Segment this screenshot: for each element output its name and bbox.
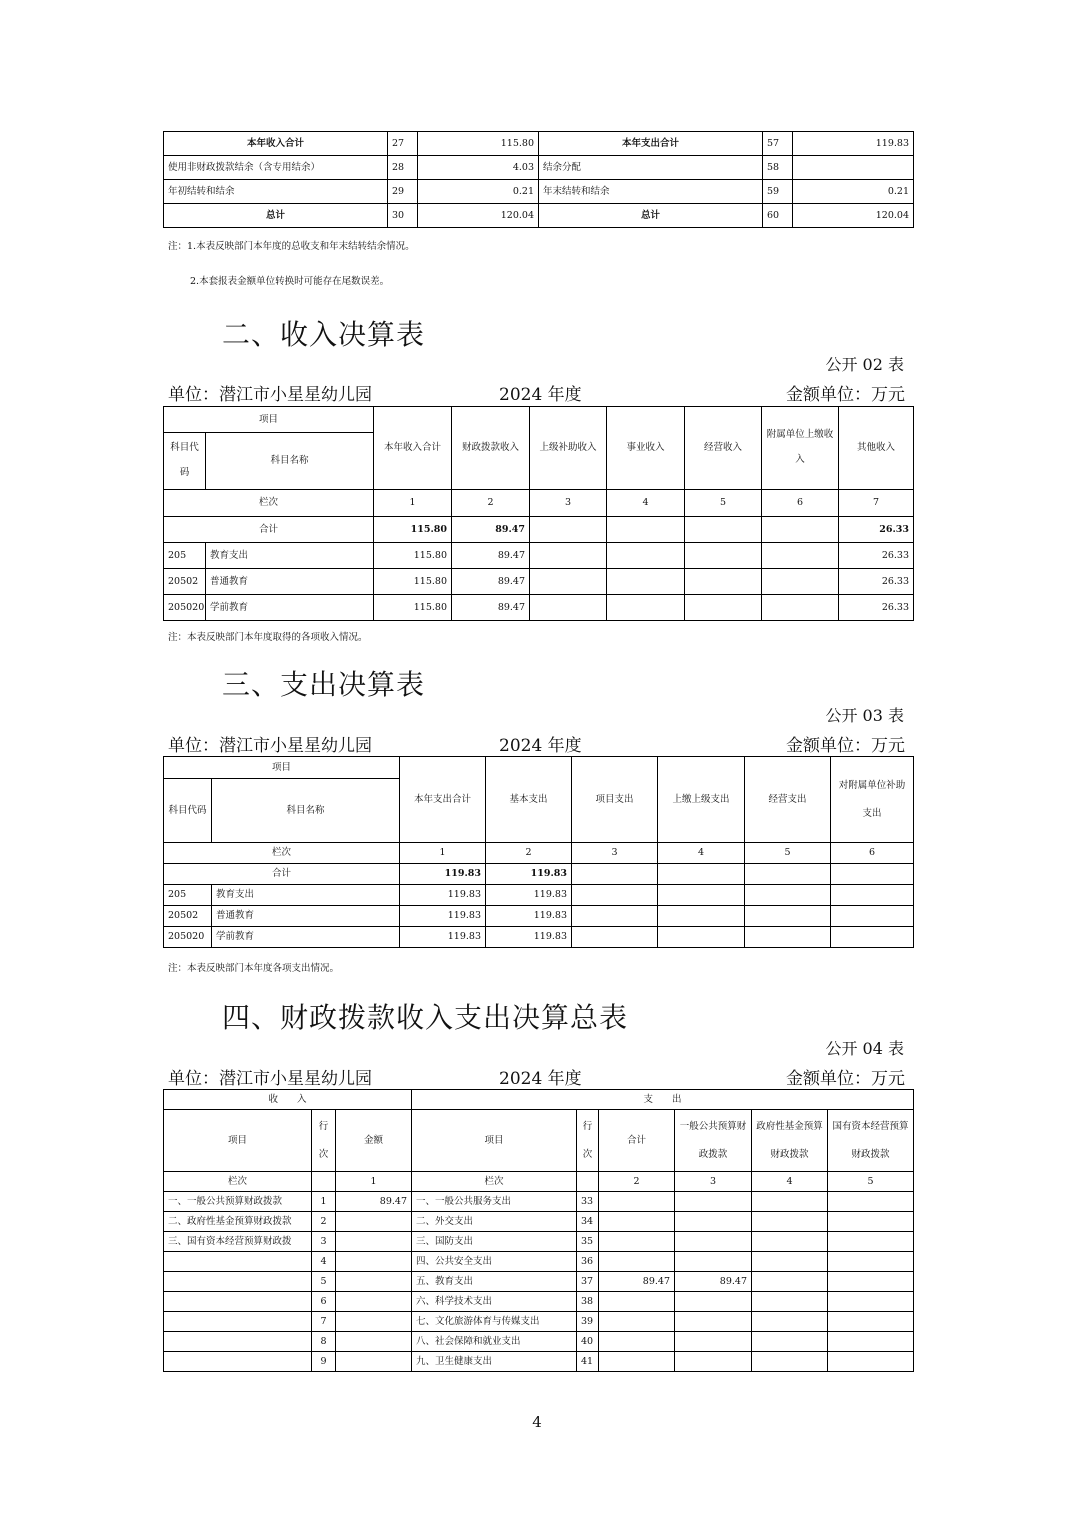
- cell: [675, 1212, 752, 1232]
- cell: 115.80: [374, 517, 452, 543]
- col-num: 4: [752, 1172, 828, 1192]
- lanci-label: 栏次: [164, 490, 374, 517]
- cell: [572, 906, 658, 927]
- cell: 总计: [539, 204, 763, 228]
- cell: 36: [577, 1252, 599, 1272]
- cell: 教育支出: [206, 543, 374, 569]
- col-header: 财政拨款收入: [452, 407, 530, 490]
- lanci-label: 栏次: [412, 1172, 577, 1192]
- cell: [530, 595, 607, 621]
- cell: [685, 595, 762, 621]
- income-header: 收 入: [164, 1090, 412, 1110]
- table-row: [164, 1332, 914, 1352]
- cell: [752, 1312, 828, 1332]
- cell: [828, 1332, 914, 1352]
- cell: 115.80: [374, 543, 452, 569]
- col-header: 政府性基金预算财政拨款: [752, 1110, 828, 1172]
- table-row: [164, 517, 914, 543]
- table-row: [164, 1232, 914, 1252]
- cell: 教育支出: [212, 885, 400, 906]
- table-row: [164, 1272, 914, 1292]
- cell: [752, 1292, 828, 1312]
- cell: 九、卫生健康支出: [412, 1352, 577, 1372]
- cell: 60: [763, 204, 793, 228]
- cell: 115.80: [418, 132, 539, 156]
- col-header: 上缴上级支出: [658, 757, 745, 843]
- total-label: 合计: [164, 517, 374, 543]
- col-num: 1: [336, 1172, 412, 1192]
- cell: 59: [763, 180, 793, 204]
- cell: [336, 1272, 412, 1292]
- table-row: [164, 1312, 914, 1332]
- summary-table: [163, 131, 914, 228]
- cell: 57: [763, 132, 793, 156]
- note: 注：本表反映部门本年度取得的各项收入情况。: [168, 632, 368, 643]
- cell: 四、公共安全支出: [412, 1252, 577, 1272]
- cell: 使用非财政拨款结余（含专用结余）: [164, 156, 388, 180]
- cell: [164, 1252, 312, 1272]
- table-row: [164, 595, 914, 621]
- header-code: 科目代码: [164, 433, 206, 490]
- table-row: [164, 569, 914, 595]
- col-num: 4: [658, 843, 745, 864]
- cell: 0.21: [418, 180, 539, 204]
- cell: 5: [312, 1272, 336, 1292]
- cell: 41: [577, 1352, 599, 1372]
- cell: [599, 1232, 675, 1252]
- cell: 30: [388, 204, 418, 228]
- cell: 89.47: [336, 1192, 412, 1212]
- table-row: [164, 1292, 914, 1312]
- page-number: 4: [532, 1413, 542, 1431]
- cell: 119.83: [486, 885, 572, 906]
- lanci-label: 栏次: [164, 843, 400, 864]
- cell: [828, 1232, 914, 1252]
- col-header: 一般公共预算财政拨款: [675, 1110, 752, 1172]
- col-num: 1: [400, 843, 486, 864]
- col-num: 1: [374, 490, 452, 517]
- cell: 38: [577, 1292, 599, 1312]
- cell: [164, 1312, 312, 1332]
- cell: [828, 1192, 914, 1212]
- cell: [607, 595, 685, 621]
- col-num: 3: [675, 1172, 752, 1192]
- cell: [336, 1232, 412, 1252]
- table-row: [164, 204, 914, 228]
- cell: [831, 885, 914, 906]
- section-title: 三、支出决算表: [222, 668, 426, 701]
- cell: 8: [312, 1332, 336, 1352]
- cell: 39: [577, 1312, 599, 1332]
- cell: 119.83: [486, 864, 572, 885]
- income-table: [163, 406, 914, 621]
- cell: 89.47: [675, 1272, 752, 1292]
- cell: 4.03: [418, 156, 539, 180]
- sheet-number: 公开 04 表: [825, 1039, 904, 1058]
- table-row: [164, 885, 914, 906]
- cell: 205020: [164, 595, 206, 621]
- cell: [752, 1212, 828, 1232]
- cell: [599, 1312, 675, 1332]
- header-amount: 金额: [336, 1110, 412, 1172]
- cell: [831, 906, 914, 927]
- cell: [336, 1292, 412, 1312]
- cell: [828, 1292, 914, 1312]
- table-row: [164, 1192, 914, 1212]
- cell: [607, 517, 685, 543]
- cell: 205: [164, 885, 212, 906]
- table-row: [164, 1252, 914, 1272]
- cell: 37: [577, 1272, 599, 1292]
- cell: 27: [388, 132, 418, 156]
- cell: 学前教育: [206, 595, 374, 621]
- col-header: 本年收入合计: [374, 407, 452, 490]
- cell: 34: [577, 1212, 599, 1232]
- col-num: 2: [452, 490, 530, 517]
- cell: [675, 1332, 752, 1352]
- header-item: 项目: [412, 1110, 577, 1172]
- cell: 年初结转和结余: [164, 180, 388, 204]
- cell: [745, 906, 831, 927]
- col-num: 7: [839, 490, 914, 517]
- year-label: 2024 年度: [499, 385, 582, 405]
- cell: 9: [312, 1352, 336, 1372]
- cell: 七、文化旅游体育与传媒支出: [412, 1312, 577, 1332]
- col-num: 5: [828, 1172, 914, 1192]
- cell: [685, 543, 762, 569]
- sheet-number: 公开 03 表: [825, 706, 904, 725]
- col-header: 本年支出合计: [400, 757, 486, 843]
- cell: 1: [312, 1192, 336, 1212]
- money-unit-label: 金额单位：万元: [786, 1069, 905, 1089]
- cell: [530, 543, 607, 569]
- fiscal-summary-table: [163, 1089, 914, 1372]
- cell: 89.47: [452, 543, 530, 569]
- col-header: 其他收入: [839, 407, 914, 490]
- cell: 119.83: [486, 927, 572, 948]
- cell: 20502: [164, 906, 212, 927]
- cell: [762, 569, 839, 595]
- cell: [752, 1232, 828, 1252]
- cell: [658, 885, 745, 906]
- cell: 20502: [164, 569, 206, 595]
- cell: [828, 1252, 914, 1272]
- col-num: 6: [831, 843, 914, 864]
- cell: 119.83: [486, 906, 572, 927]
- note: 2.本套报表金额单位转换时可能存在尾数误差。: [190, 276, 390, 287]
- cell: 35: [577, 1232, 599, 1252]
- cell: 58: [763, 156, 793, 180]
- cell: [828, 1352, 914, 1372]
- cell: 119.83: [400, 864, 486, 885]
- year-label: 2024 年度: [499, 736, 582, 756]
- cell: 119.83: [400, 885, 486, 906]
- header-row-no: 行次: [312, 1110, 336, 1172]
- cell: 2: [312, 1212, 336, 1232]
- cell: 115.80: [374, 595, 452, 621]
- cell: 普通教育: [212, 906, 400, 927]
- cell: [336, 1332, 412, 1352]
- col-header: 附属单位上缴收入: [762, 407, 839, 490]
- cell: [745, 927, 831, 948]
- cell: 3: [312, 1232, 336, 1252]
- table-row: [164, 180, 914, 204]
- cell: [828, 1272, 914, 1292]
- money-unit-label: 金额单位：万元: [786, 385, 905, 405]
- cell: [164, 1332, 312, 1352]
- meta-line: [168, 380, 905, 405]
- cell: [599, 1212, 675, 1232]
- table-row: [164, 132, 914, 156]
- col-header: 经营收入: [685, 407, 762, 490]
- cell: 六、科学技术支出: [412, 1292, 577, 1312]
- cell: [599, 1192, 675, 1212]
- cell: [599, 1252, 675, 1272]
- cell: [164, 1352, 312, 1372]
- cell: [793, 156, 914, 180]
- table-row: [164, 1212, 914, 1232]
- cell: [831, 864, 914, 885]
- cell: [572, 885, 658, 906]
- cell: 五、教育支出: [412, 1272, 577, 1292]
- cell: 205: [164, 543, 206, 569]
- cell: 总计: [164, 204, 388, 228]
- cell: 6: [312, 1292, 336, 1312]
- cell: 26.33: [839, 595, 914, 621]
- col-num: 6: [762, 490, 839, 517]
- cell: [336, 1352, 412, 1372]
- year-label: 2024 年度: [499, 1069, 582, 1089]
- cell: 二、政府性基金预算财政拨款: [164, 1212, 312, 1232]
- cell: 三、国防支出: [412, 1232, 577, 1252]
- col-header: 对附属单位补助支出: [831, 757, 914, 843]
- header-item: 项目: [164, 407, 374, 433]
- cell: [312, 1172, 336, 1192]
- table-row: [164, 864, 914, 885]
- cell: 26.33: [839, 569, 914, 595]
- cell: 40: [577, 1332, 599, 1352]
- col-header: 项目支出: [572, 757, 658, 843]
- cell: 89.47: [599, 1272, 675, 1292]
- cell: 26.33: [839, 517, 914, 543]
- cell: [685, 517, 762, 543]
- cell: [745, 864, 831, 885]
- cell: 33: [577, 1192, 599, 1212]
- cell: [762, 517, 839, 543]
- cell: 7: [312, 1312, 336, 1332]
- cell: [752, 1192, 828, 1212]
- cell: [762, 595, 839, 621]
- money-unit-label: 金额单位：万元: [786, 736, 905, 756]
- cell: [745, 885, 831, 906]
- cell: 29: [388, 180, 418, 204]
- cell: [164, 1292, 312, 1312]
- cell: [336, 1212, 412, 1232]
- header-row-no: 行次: [577, 1110, 599, 1172]
- cell: [752, 1332, 828, 1352]
- cell: 120.04: [418, 204, 539, 228]
- cell: [675, 1252, 752, 1272]
- cell: 115.80: [374, 569, 452, 595]
- cell: [658, 864, 745, 885]
- unit-label: 单位：潜江市小星星幼儿园: [168, 1069, 372, 1089]
- note: 注：1.本表反映部门本年度的总收支和年末结转结余情况。: [168, 241, 415, 252]
- header-item: 项目: [164, 757, 400, 779]
- sheet-number: 公开 02 表: [825, 355, 904, 374]
- section-title: 二、收入决算表: [222, 318, 426, 351]
- cell: 120.04: [793, 204, 914, 228]
- cell: [752, 1272, 828, 1292]
- cell: [577, 1172, 599, 1192]
- table-row: [164, 927, 914, 948]
- unit-label: 单位：潜江市小星星幼儿园: [168, 385, 372, 405]
- cell: [752, 1352, 828, 1372]
- cell: [530, 569, 607, 595]
- meta-line: [168, 731, 905, 756]
- col-num: 2: [486, 843, 572, 864]
- meta-line: [168, 1064, 905, 1089]
- cell: [675, 1312, 752, 1332]
- unit-label: 单位：潜江市小星星幼儿园: [168, 736, 372, 756]
- cell: [572, 927, 658, 948]
- col-header: 事业收入: [607, 407, 685, 490]
- cell: [675, 1352, 752, 1372]
- cell: 本年收入合计: [164, 132, 388, 156]
- table-row: [164, 1352, 914, 1372]
- cell: [658, 906, 745, 927]
- col-header: 国有资本经营预算财政拨款: [828, 1110, 914, 1172]
- cell: 普通教育: [206, 569, 374, 595]
- col-num: 4: [607, 490, 685, 517]
- col-num: 3: [530, 490, 607, 517]
- cell: [752, 1252, 828, 1272]
- cell: [685, 569, 762, 595]
- cell: [599, 1292, 675, 1312]
- col-num: 5: [685, 490, 762, 517]
- cell: [607, 543, 685, 569]
- expense-table: [163, 756, 914, 948]
- col-num: 2: [599, 1172, 675, 1192]
- cell: 一、一般公共服务支出: [412, 1192, 577, 1212]
- cell: [675, 1192, 752, 1212]
- cell: 119.83: [400, 927, 486, 948]
- cell: [607, 569, 685, 595]
- cell: 年末结转和结余: [539, 180, 763, 204]
- cell: [675, 1232, 752, 1252]
- col-header: 基本支出: [486, 757, 572, 843]
- header-name: 科目名称: [206, 433, 374, 490]
- table-row: [164, 906, 914, 927]
- cell: 205020: [164, 927, 212, 948]
- cell: 4: [312, 1252, 336, 1272]
- section-title: 四、财政拨款收入支出决算总表: [222, 1001, 629, 1034]
- cell: [599, 1352, 675, 1372]
- cell: 0.21: [793, 180, 914, 204]
- header-total: 合计: [599, 1110, 675, 1172]
- header-item: 项目: [164, 1110, 312, 1172]
- cell: [572, 864, 658, 885]
- cell: 89.47: [452, 569, 530, 595]
- cell: 26.33: [839, 543, 914, 569]
- cell: 结余分配: [539, 156, 763, 180]
- lanci-label: 栏次: [164, 1172, 312, 1192]
- cell: [762, 543, 839, 569]
- table-row: [164, 543, 914, 569]
- cell: 119.83: [400, 906, 486, 927]
- cell: [658, 927, 745, 948]
- header-code: 科目代码: [164, 779, 212, 843]
- cell: 八、社会保障和就业支出: [412, 1332, 577, 1352]
- cell: [336, 1252, 412, 1272]
- cell: 119.83: [793, 132, 914, 156]
- cell: 三、国有资本经营预算财政拨: [164, 1232, 312, 1252]
- col-num: 5: [745, 843, 831, 864]
- cell: [530, 517, 607, 543]
- cell: 本年支出合计: [539, 132, 763, 156]
- note: 注：本表反映部门本年度各项支出情况。: [168, 963, 340, 974]
- col-num: 3: [572, 843, 658, 864]
- cell: [675, 1292, 752, 1312]
- header-name: 科目名称: [212, 779, 400, 843]
- cell: [164, 1272, 312, 1292]
- cell: [831, 927, 914, 948]
- expense-header: 支 出: [412, 1090, 914, 1110]
- cell: 二、外交支出: [412, 1212, 577, 1232]
- cell: [828, 1212, 914, 1232]
- table-row: [164, 156, 914, 180]
- cell: 89.47: [452, 517, 530, 543]
- cell: 学前教育: [212, 927, 400, 948]
- col-header: 经营支出: [745, 757, 831, 843]
- cell: 28: [388, 156, 418, 180]
- cell: [336, 1312, 412, 1332]
- col-header: 上级补助收入: [530, 407, 607, 490]
- cell: 89.47: [452, 595, 530, 621]
- cell: 一、一般公共预算财政拨款: [164, 1192, 312, 1212]
- total-label: 合计: [164, 864, 400, 885]
- cell: [828, 1312, 914, 1332]
- cell: [599, 1332, 675, 1352]
